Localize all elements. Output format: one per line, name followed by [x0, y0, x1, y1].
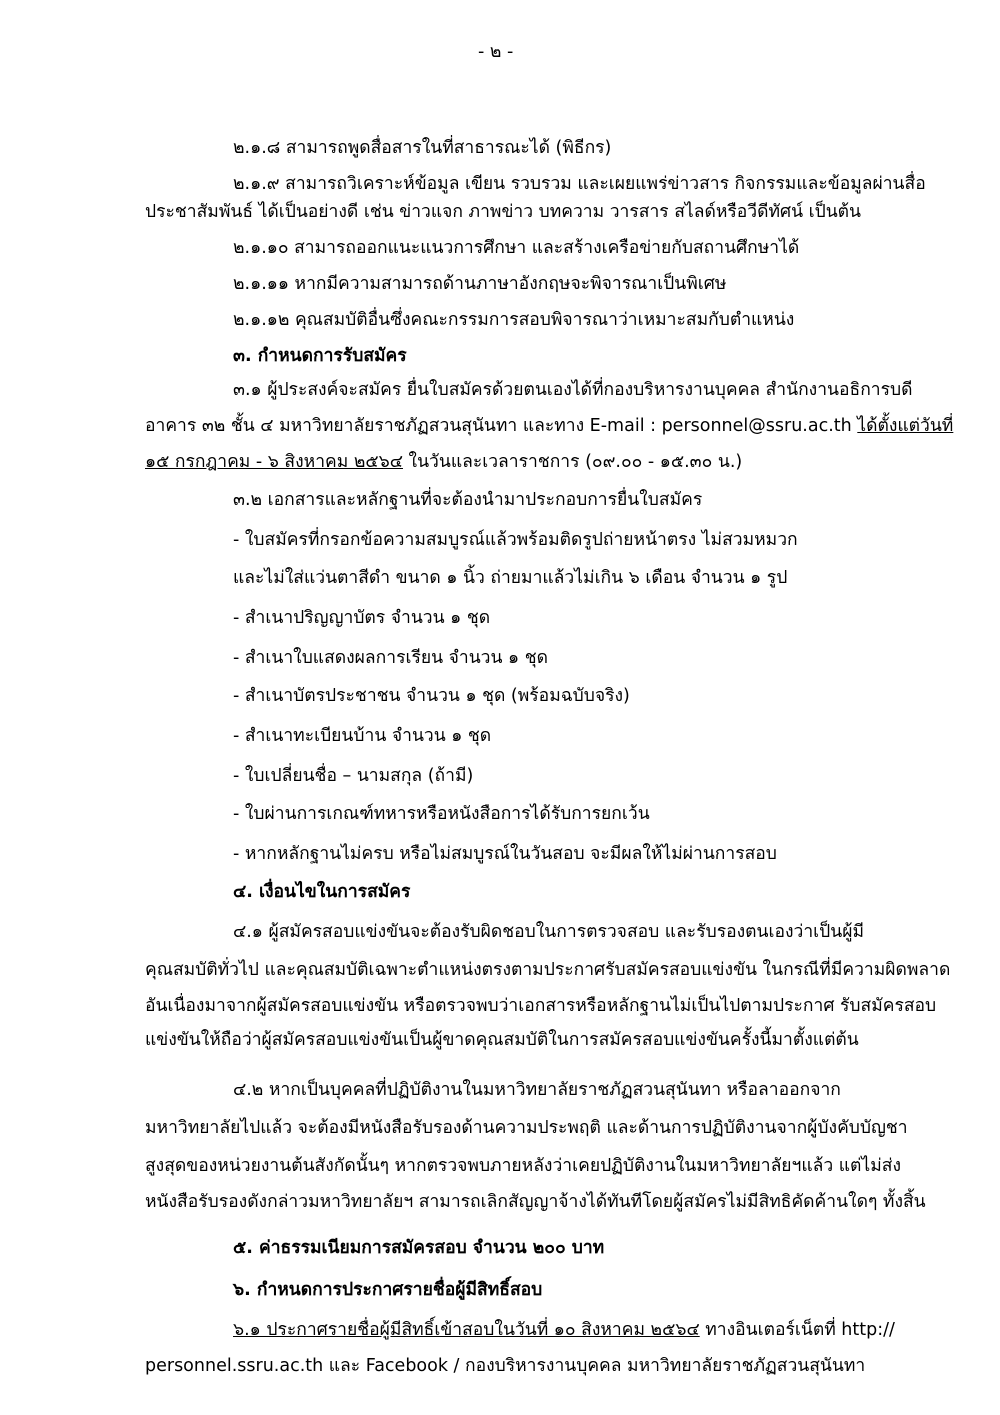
section-4-heading: ๔. เงื่อนไขในการสมัคร: [233, 882, 411, 902]
section-6-1-line-2: personnel.ssru.ac.th และ Facebook / กองบริหารงานบุคคล มหาวิทยาลัยราชภัฏสวนสุนันทา: [145, 1356, 866, 1376]
section-6-1-line-1: [233, 1318, 895, 1342]
section-4-1-line: อันเนื่องมาจากผู้สมัครสอบแข่งขัน หรือตรวจพบว่าเอกสารหรือหลักฐานไม่เป็นไปตามประกาศ รับสมัครสอบ: [145, 996, 937, 1016]
section-3-1-text: อาคาร ๓๒ ชั้น ๔ มหาวิทยาลัยราชภัฏสวนสุนันทา และทาง E-mail : personnel@ssru.ac.th: [145, 416, 858, 436]
application-period: ๑๕ กรกฎาคม - ๖ สิงหาคม ๒๕๖๔: [145, 452, 403, 472]
section-4-1-line: คุณสมบัติทั่วไป และคุณสมบัติเฉพาะตำแหน่งตรงตามประกาศรับสมัครสอบแข่งขัน ในกรณีที่มีความผิดพลาด: [145, 960, 951, 980]
doc-item: - ใบสมัครที่กรอกข้อความสมบูรณ์แล้วพร้อมติดรูปถ่ายหน้าตรง ไม่สวมหมวก: [233, 530, 798, 550]
section-3-1-line-2: [145, 414, 953, 438]
section-3-1-line-1: ๓.๑ ผู้ประสงค์จะสมัคร ยื่นใบสมัครด้วยตนเองได้ที่กองบริหารงานบุคคล สำนักงานอธิการบดี: [233, 380, 913, 400]
doc-item: - สำเนาปริญญาบัตร จำนวน ๑ ชุด: [233, 608, 491, 628]
doc-item: - หากหลักฐานไม่ครบ หรือไม่สมบูรณ์ในวันสอบ จะมีผลให้ไม่ผ่านการสอบ: [233, 844, 777, 864]
item-2-1-12: ๒.๑.๑๒ คุณสมบัติอื่นซึ่งคณะกรรมการสอบพิจารณาว่าเหมาะสมกับตำแหน่ง: [233, 310, 795, 330]
announcement-date: ผู้มีสิทธิ์เข้าสอบในวันที่ ๑๐ สิงหาคม ๒๕๖๔: [379, 1320, 700, 1340]
section-5-heading: ๕. ค่าธรรมเนียมการสมัครสอบ จำนวน ๒๐๐ บาท: [233, 1238, 605, 1258]
section-3-heading: ๓. กำหนดการรับสมัคร: [233, 346, 407, 366]
section-4-2-line: มหาวิทยาลัยไปแล้ว จะต้องมีหนังสือรับรองด้านความประพฤติ และด้านการปฏิบัติงานจากผู้บังคับบัญชา: [145, 1118, 908, 1138]
section-3-1-line-3: [145, 450, 742, 474]
doc-item: - ใบเปลี่ยนชื่อ – นามสกุล (ถ้ามี): [233, 766, 474, 786]
doc-item: - ใบผ่านการเกณฑ์ทหารหรือหนังสือการได้รับการยกเว้น: [233, 804, 650, 824]
section-6-1-label: ๖.๑ ประกาศรายชื่อ: [233, 1320, 380, 1340]
doc-item: - สำเนาบัตรประชาชน จำนวน ๑ ชุด (พร้อมฉบับจริง): [233, 686, 630, 706]
doc-item: - สำเนาทะเบียนบ้าน จำนวน ๑ ชุด: [233, 726, 492, 746]
item-2-1-9: ๒.๑.๙ สามารถวิเคราะห์ข้อมูล เขียน รวบรวม และเผยแพร่ข่าวสาร กิจกรรมและข้อมูลผ่านสื่อ: [233, 174, 926, 194]
doc-item: และไม่ใส่แว่นตาสีดำ ขนาด ๑ นิ้ว ถ่ายมาแล้วไม่เกิน ๖ เดือน จำนวน ๑ รูป: [233, 568, 788, 588]
page-number: - ๒ -: [478, 42, 514, 62]
item-2-1-8: ๒.๑.๘ สามารถพูดสื่อสารในที่สาธารณะได้ (พิธีกร): [233, 138, 612, 158]
item-2-1-10: ๒.๑.๑๐ สามารถออกแนะแนวการศึกษา และสร้างเครือข่ายกับสถานศึกษาได้: [233, 238, 800, 258]
section-4-2-line: หนังสือรับรองดังกล่าวมหาวิทยาลัยฯ สามารถเลิกสัญญาจ้างได้ทันทีโดยผู้สมัครไม่มีสิทธิคัดค้านใดๆ ทั้งสิ้น: [145, 1192, 926, 1212]
item-2-1-11: ๒.๑.๑๑ หากมีความสามารถด้านภาษาอังกฤษจะพิจารณาเป็นพิเศษ: [233, 274, 727, 294]
section-4-2-line: สูงสุดของหน่วยงานต้นสังกัดนั้นๆ หากตรวจพบภายหลังว่าเคยปฏิบัติงานในมหาวิทยาลัยฯแล้ว แต่ไม่ส่ง: [145, 1156, 901, 1176]
section-4-2-line: ๔.๒ หากเป็นบุคคลที่ปฏิบัติงานในมหาวิทยาลัยราชภัฏสวนสุนันทา หรือลาออกจาก: [233, 1080, 841, 1100]
section-3-1-date-start: ได้ตั้งแต่วันที่: [857, 416, 954, 436]
office-hours: ในวันและเวลาราชการ (๐๙.๐๐ - ๑๕.๓๐ น.): [402, 452, 743, 472]
item-2-1-9-continued: ประชาสัมพันธ์ ได้เป็นอย่างดี เช่น ข่าวแจก ภาพข่าว บทความ วารสาร สไลด์หรือวีดีทัศน์ เป็นต้น: [145, 202, 862, 222]
section-4-1-line: ๔.๑ ผู้สมัครสอบแข่งขันจะต้องรับผิดชอบในการตรวจสอบ และรับรองตนเองว่าเป็นผู้มี: [233, 922, 865, 942]
section-4-1-line: แข่งขันให้ถือว่าผู้สมัครสอบแข่งขันเป็นผู้ขาดคุณสมบัติในการสมัครสอบแข่งขันครั้งนี้มาตั้งแต่ต้น: [145, 1030, 859, 1050]
section-3-2: ๓.๒ เอกสารและหลักฐานที่จะต้องนำมาประกอบการยื่นใบสมัคร: [233, 490, 703, 510]
section-6-1-web: ทางอินเตอร์เน็ตที่ http://: [699, 1320, 895, 1340]
section-6-heading: ๖. กำหนดการประกาศรายชื่อผู้มีสิทธิ์สอบ: [233, 1280, 543, 1300]
doc-item: - สำเนาใบแสดงผลการเรียน จำนวน ๑ ชุด: [233, 648, 548, 668]
